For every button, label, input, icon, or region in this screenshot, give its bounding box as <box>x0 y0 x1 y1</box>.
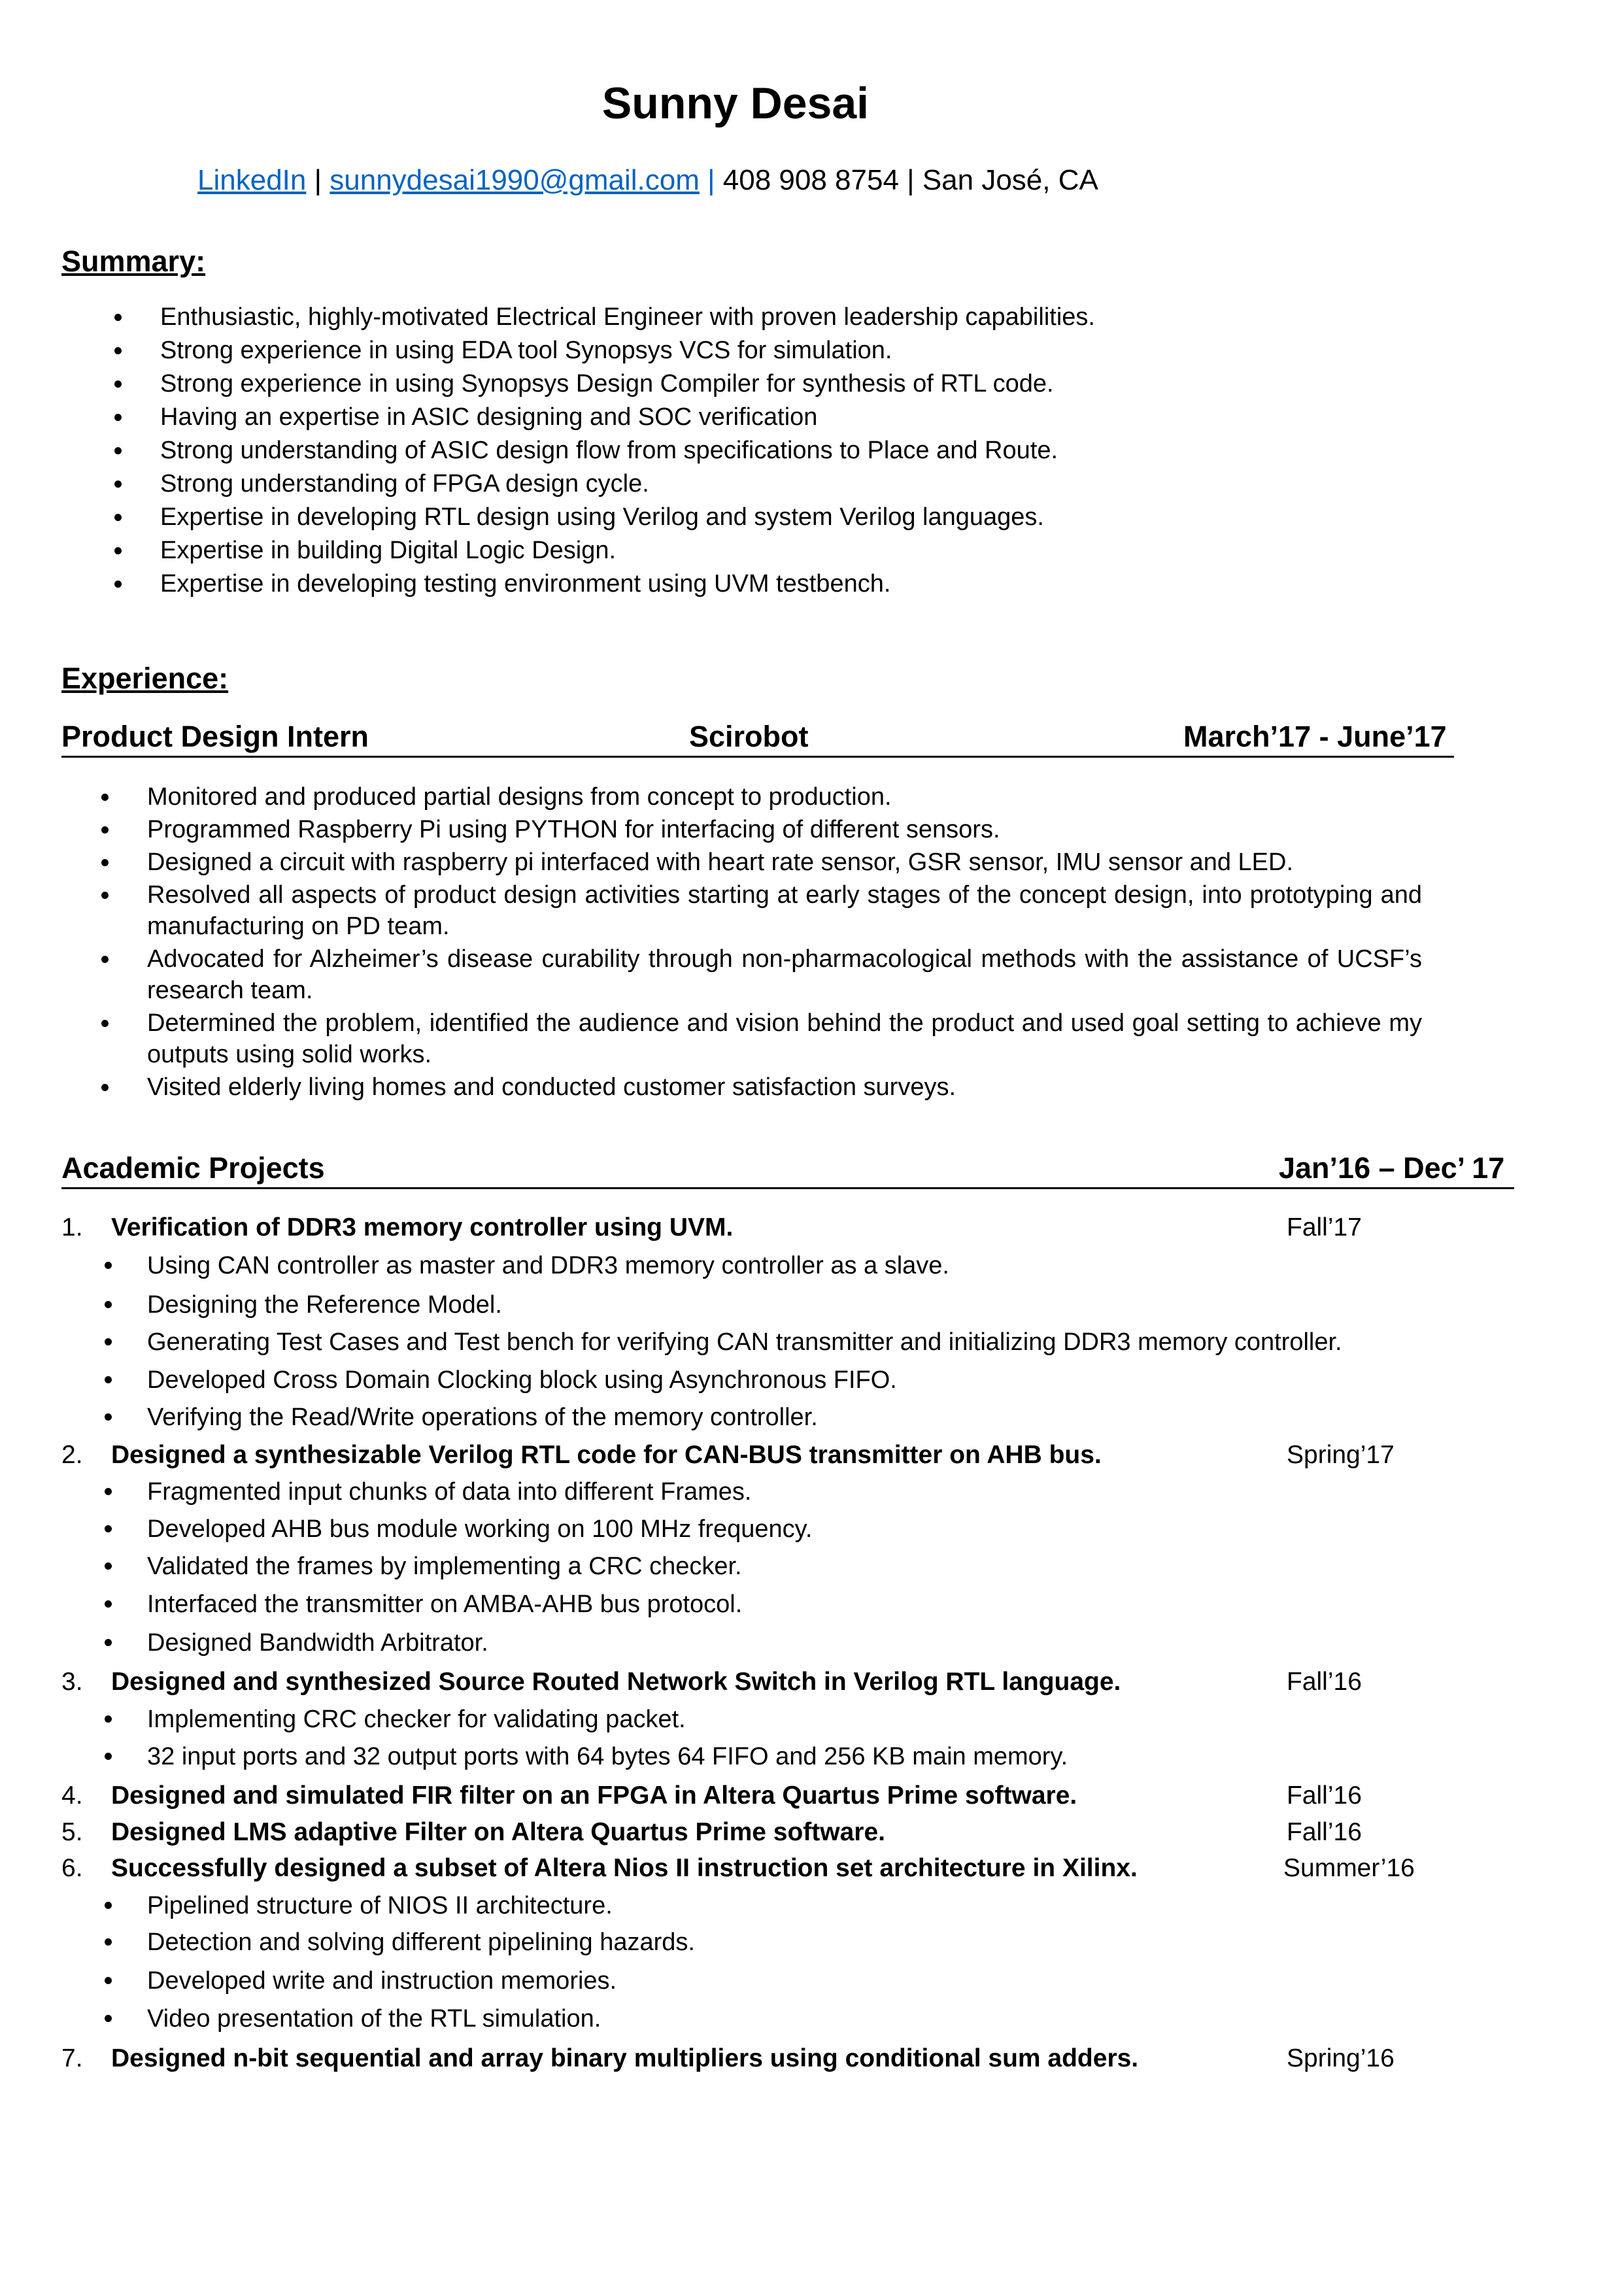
summary-item: Strong understanding of ASIC design flow from specifications to Place and Route. <box>160 434 1095 467</box>
bullet-icon <box>114 447 122 454</box>
bullet-icon <box>105 1338 112 1345</box>
project-bullet: Developed Cross Domain Clocking block using Asynchronous FIFO. <box>147 1368 897 1392</box>
bullet-icon <box>114 547 122 554</box>
summary-item: Enthusiastic, highly-motivated Electrical Engineer with proven leadership capabilities. <box>160 301 1095 334</box>
project-bullet: Validated the frames by implementing a CRC checker. <box>147 1554 742 1579</box>
experience-item: Advocated for Alzheimer’s disease curability through non-pharmacological methods with the assistance of UCSF’s research team. <box>147 943 1422 1006</box>
bullet-icon <box>105 1938 112 1946</box>
bullet-icon <box>114 314 122 321</box>
bullet-icon <box>101 892 109 899</box>
project-bullet: Detection and solving different pipelining hazards. <box>147 1930 695 1955</box>
project-term: Fall’16 <box>1287 1818 1362 1846</box>
bullet-icon <box>105 1600 112 1608</box>
contact-separator: | <box>306 164 330 196</box>
bullet-icon <box>114 481 122 488</box>
summary-item: Expertise in developing RTL design using Verilog and system Verilog languages. <box>160 501 1095 534</box>
project-title: Designed and synthesized Source Routed Network Switch in Verilog RTL language. <box>111 1668 1121 1696</box>
bullet-icon <box>114 581 122 588</box>
experience-item: Programmed Raspberry Pi using PYTHON for interfacing of different sensors. <box>147 814 1422 845</box>
summary-heading: Summary: <box>61 245 206 278</box>
bullet-icon <box>101 1084 109 1091</box>
summary-item: Expertise in building Digital Logic Design. <box>160 534 1095 567</box>
bullet-icon <box>105 1715 112 1723</box>
project-number: 6. <box>61 1854 83 1882</box>
summary-item: Expertise in developing testing environment using UVM testbench. <box>160 567 1095 601</box>
bullet-icon <box>105 1301 112 1308</box>
summary-item: Strong experience in using EDA tool Synopsys VCS for simulation. <box>160 334 1095 367</box>
job-dates: March’17 - June’17 <box>1183 720 1447 753</box>
bullet-icon <box>101 826 109 834</box>
bullet-icon <box>114 414 122 421</box>
project-title: Verification of DDR3 memory controller using UVM. <box>111 1213 734 1241</box>
project-number: 7. <box>61 2044 83 2072</box>
project-number: 4. <box>61 1781 83 1810</box>
project-term: Spring’16 <box>1287 2044 1395 2072</box>
summary-list <box>160 301 1095 601</box>
email-link[interactable]: sunnydesai1990@gmail.com <box>330 164 700 196</box>
bullet-icon <box>105 1639 112 1646</box>
bullet-icon <box>101 1020 109 1027</box>
bullet-icon <box>114 380 122 388</box>
candidate-name: Sunny Desai <box>601 78 870 128</box>
project-title: Designed and simulated FIR filter on an FPGA in Altera Quartus Prime software. <box>111 1781 1077 1810</box>
project-term: Summer’16 <box>1283 1854 1415 1882</box>
project-number: 1. <box>61 1213 83 1241</box>
bullet-icon <box>105 1977 112 1984</box>
project-bullet: Verifying the Read/Write operations of the memory controller. <box>147 1405 818 1430</box>
project-title: Designed n-bit sequential and array binary multipliers using conditional sum adders. <box>111 2044 1139 2072</box>
bullet-icon <box>105 1262 112 1269</box>
experience-header-row <box>61 718 1454 758</box>
experience-item: Designed a circuit with raspberry pi interfaced with heart rate sensor, GSR sensor, IMU sensor and LED. <box>147 847 1422 878</box>
contact-separator: | <box>699 164 723 196</box>
experience-heading: Experience: <box>61 662 229 695</box>
phone-location: 408 908 8754 | San José, CA <box>722 164 1098 196</box>
project-bullet: Designed Bandwidth Arbitrator. <box>147 1630 488 1655</box>
summary-item: Strong experience in using Synopsys Design Compiler for synthesis of RTL code. <box>160 367 1095 401</box>
job-role: Product Design Intern <box>61 720 369 753</box>
project-bullet: Video presentation of the RTL simulation. <box>147 2006 601 2031</box>
project-bullet: Designing the Reference Model. <box>147 1292 502 1317</box>
project-title: Successfully designed a subset of Altera Nios II instruction set architecture in Xilinx. <box>111 1854 1138 1882</box>
bullet-icon <box>101 956 109 963</box>
project-bullet: 32 input ports and 32 output ports with 64 bytes 64 FIFO and 256 KB main memory. <box>147 1744 1068 1769</box>
project-bullet: Developed AHB bus module working on 100 MHz frequency. <box>147 1517 812 1542</box>
project-term: Fall’17 <box>1287 1213 1362 1241</box>
linkedin-link[interactable]: LinkedIn <box>197 164 307 196</box>
project-number: 2. <box>61 1441 83 1469</box>
project-number: 3. <box>61 1668 83 1696</box>
project-bullet: Using CAN controller as master and DDR3 memory controller as a slave. <box>147 1253 949 1278</box>
projects-heading: Academic Projects <box>61 1151 325 1185</box>
summary-item: Having an expertise in ASIC designing and SOC verification <box>160 401 1095 434</box>
bullet-icon <box>101 859 109 866</box>
bullet-icon <box>105 1753 112 1760</box>
bullet-icon <box>105 1413 112 1421</box>
project-term: Fall’16 <box>1287 1781 1362 1810</box>
bullet-icon <box>105 2015 112 2022</box>
experience-item: Resolved all aspects of product design activities starting at early stages of the concept design, into prototyping and manufacturing on PD team. <box>147 879 1422 942</box>
project-title: Designed a synthesizable Verilog RTL code for CAN-BUS transmitter on AHB bus. <box>111 1441 1102 1469</box>
experience-list <box>147 781 1422 1104</box>
experience-item: Determined the problem, identified the audience and vision behind the product and used goal setting to achieve my outputs using solid works. <box>147 1007 1422 1070</box>
project-bullet: Developed write and instruction memories. <box>147 1968 617 1993</box>
bullet-icon <box>105 1525 112 1532</box>
bullet-icon <box>114 347 122 354</box>
project-number: 5. <box>61 1818 83 1846</box>
bullet-icon <box>105 1376 112 1383</box>
project-title: Designed LMS adaptive Filter on Altera Quartus Prime software. <box>111 1818 885 1846</box>
bullet-icon <box>101 794 109 801</box>
projects-header-row <box>61 1149 1514 1189</box>
project-bullet: Fragmented input chunks of data into different Frames. <box>147 1479 751 1504</box>
bullet-icon <box>105 1902 112 1909</box>
project-bullet: Generating Test Cases and Test bench for verifying CAN transmitter and initializing DDR3 memory controller. <box>147 1330 1342 1355</box>
summary-item: Strong understanding of FPGA design cycle. <box>160 467 1095 501</box>
bullet-icon <box>114 514 122 521</box>
job-company: Scirobot <box>689 720 809 753</box>
project-term: Fall’16 <box>1287 1668 1362 1696</box>
project-bullet: Pipelined structure of NIOS II architecture. <box>147 1893 613 1918</box>
project-term: Spring’17 <box>1287 1441 1395 1469</box>
experience-item: Visited elderly living homes and conducted customer satisfaction surveys. <box>147 1071 1422 1103</box>
project-bullet: Implementing CRC checker for validating packet. <box>147 1707 686 1732</box>
bullet-icon <box>105 1488 112 1495</box>
project-bullet: Interfaced the transmitter on AMBA-AHB bus protocol. <box>147 1592 742 1617</box>
projects-dates: Jan’16 – Dec’ 17 <box>1279 1151 1505 1185</box>
experience-item: Monitored and produced partial designs from concept to production. <box>147 781 1422 813</box>
bullet-icon <box>105 1562 112 1570</box>
contact-line <box>197 163 1098 198</box>
